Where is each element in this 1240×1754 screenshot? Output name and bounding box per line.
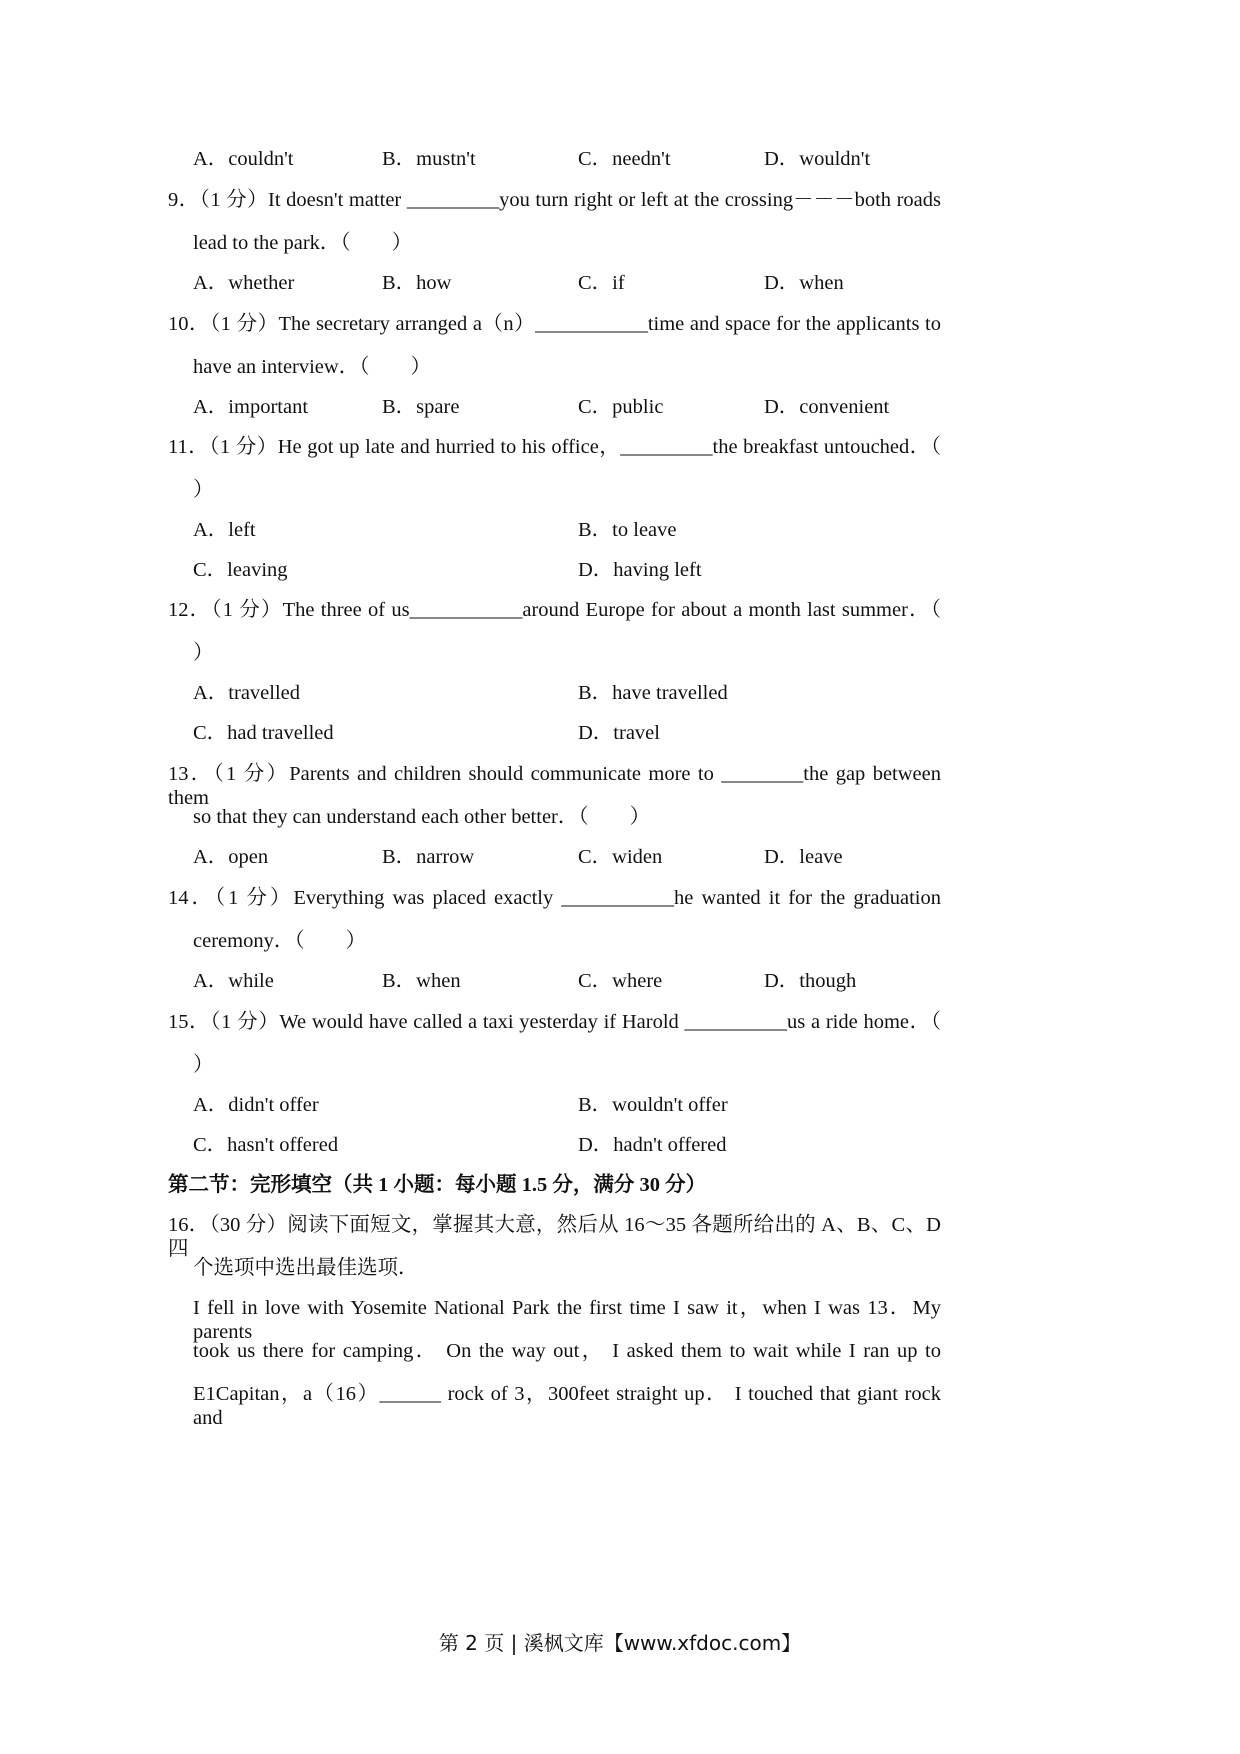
q11-stem-cont: ）: [193, 479, 214, 501]
q10-option-d: D．convenient: [764, 396, 890, 418]
q14-option-d: D．though: [764, 970, 857, 992]
passage-line-3: E1Capitan，a（16）______ rock of 3，300feet straight up． I touched that giant rock and: [193, 1383, 941, 1429]
q8-option-c: C．needn't: [578, 148, 671, 170]
q8-option-d: D．wouldn't: [764, 148, 871, 170]
q16-stem-cont: 个选项中选出最佳选项．: [193, 1257, 419, 1279]
q12-stem-cont: ）: [193, 642, 214, 664]
q11-option-a: A．left: [193, 519, 256, 541]
q13-stem: 13．（1 分）Parents and children should communicate more to ________the gap between them: [168, 763, 941, 809]
q15-stem-cont: ）: [193, 1054, 214, 1076]
q11-stem: 11．（1 分）He got up late and hurried to his office，_________the breakfast untouched．（: [168, 436, 941, 458]
q11-option-c: C．leaving: [193, 559, 288, 581]
q10-option-b: B．spare: [382, 396, 460, 418]
q9-option-b: B．how: [382, 272, 452, 294]
q15-option-b: B．wouldn't offer: [578, 1094, 728, 1116]
q11-option-d: D．having left: [578, 559, 702, 581]
q13-option-c: C．widen: [578, 846, 663, 868]
q8-option-b: B．mustn't: [382, 148, 476, 170]
passage-line-1: I fell in love with Yosemite National Park the first time I saw it，when I was 13．My parents: [193, 1297, 941, 1343]
page-footer: 第 2 页 | 溪枫文库【www.xfdoc.com】: [438, 1631, 802, 1655]
q10-option-a: A．important: [193, 396, 309, 418]
q15-stem: 15．（1 分）We would have called a taxi yesterday if Harold __________us a ride home．（: [168, 1011, 941, 1033]
q14-option-c: C．where: [578, 970, 663, 992]
q10-stem-cont: have an interview．（ ）: [193, 356, 431, 378]
q12-option-d: D．travel: [578, 722, 660, 744]
q15-option-a: A．didn't offer: [193, 1094, 319, 1116]
q9-stem-cont: lead to the park．（ ）: [193, 232, 413, 254]
q13-stem-cont: so that they can understand each other better．（ ）: [193, 806, 651, 828]
q10-stem: 10．（1 分）The secretary arranged a（n）___________time and space for the applicants to: [168, 313, 941, 335]
q14-stem: 14．（1 分）Everything was placed exactly ___________he wanted it for the graduation: [168, 887, 941, 909]
q13-option-a: A．open: [193, 846, 269, 868]
q9-option-c: C．if: [578, 272, 625, 294]
q15-option-d: D．hadn't offered: [578, 1134, 727, 1156]
q14-stem-cont: ceremony．（ ）: [193, 930, 367, 952]
q12-option-c: C．had travelled: [193, 722, 334, 744]
q9-option-d: D．when: [764, 272, 844, 294]
q16-stem: 16．（30 分）阅读下面短文，掌握其大意，然后从 16～35 各题所给出的 A、B、C、D 四: [168, 1214, 941, 1260]
q8-option-a: A．couldn't: [193, 148, 294, 170]
q12-option-a: A．travelled: [193, 682, 301, 704]
q14-option-a: A．while: [193, 970, 274, 992]
q10-option-c: C．public: [578, 396, 664, 418]
q13-option-b: B．narrow: [382, 846, 475, 868]
q15-option-c: C．hasn't offered: [193, 1134, 339, 1156]
section-heading: 第二节：完形填空（共 1 小题：每小题 1.5 分，满分 30 分）: [168, 1174, 707, 1196]
q12-option-b: B．have travelled: [578, 682, 728, 704]
q14-option-b: B．when: [382, 970, 461, 992]
q13-option-d: D．leave: [764, 846, 843, 868]
passage-line-2: took us there for camping． On the way out， I asked them to wait while I ran up to: [193, 1340, 941, 1362]
q11-option-b: B．to leave: [578, 519, 677, 541]
q9-stem: 9．（1 分）It doesn't matter _________you turn right or left at the crossing－－－both roads: [168, 189, 941, 211]
q12-stem: 12．（1 分）The three of us___________around Europe for about a month last summer．（: [168, 599, 941, 621]
q9-option-a: A．whether: [193, 272, 295, 294]
